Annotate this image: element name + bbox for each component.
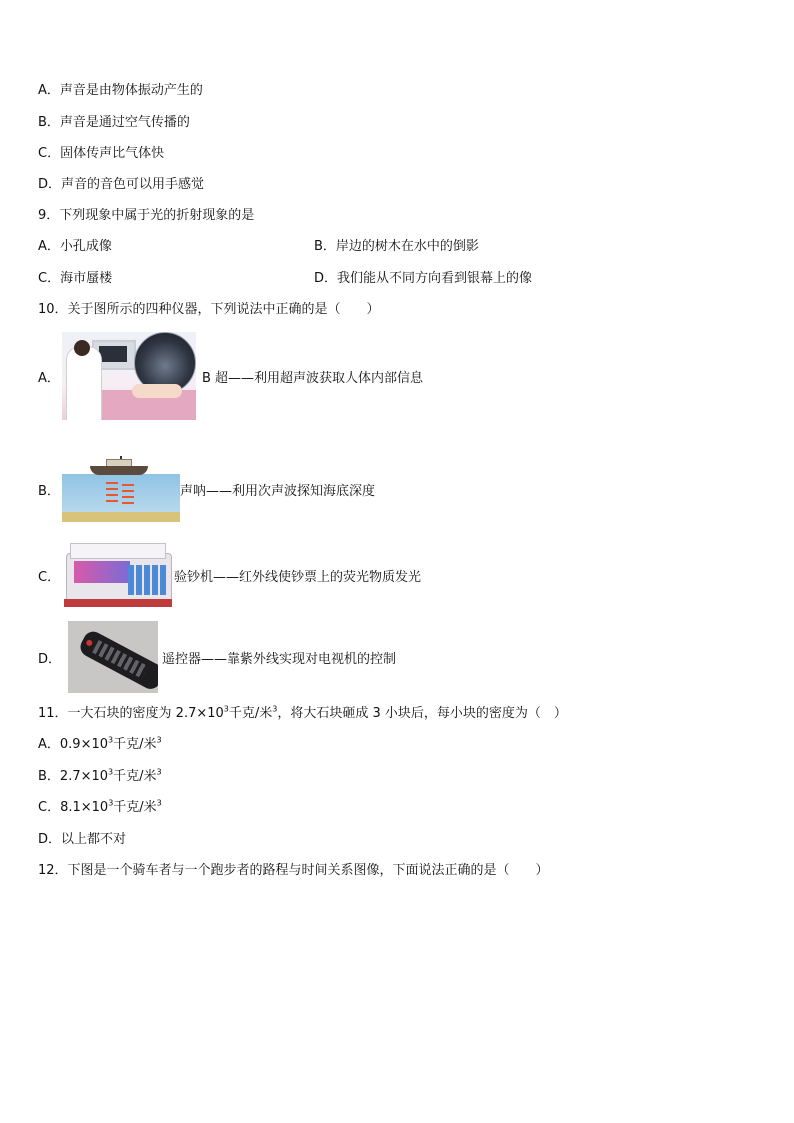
- q10-option-a: A． B 超——利用超声波获取人体内部信息: [38, 332, 423, 420]
- banknote-detector-image: [62, 541, 174, 609]
- q11-option-c: C．$8.1\times 10^3$千克/米$^3$: [38, 798, 162, 815]
- q8-option-d: D．声音的音色可以用手感觉: [38, 177, 205, 192]
- q10-option-d: D． 遥控器——靠紫外线实现对电视机的控制: [38, 621, 396, 693]
- q10-option-c: C． 验钞机——红外线使钞票上的荧光物质发光: [38, 541, 421, 609]
- q11-stem: 11．一大石块的密度为 $2.7\times 10^3$千克/米$^3$，将大石块砸成 3 小块后，每小块的密度为（ ）: [38, 704, 567, 721]
- q11-option-a: A．$0.9\times 10^3$千克/米$^3$: [38, 735, 162, 752]
- q8-option-b: B．声音是通过空气传播的: [38, 115, 190, 130]
- sonar-ship-image: [62, 456, 180, 522]
- remote-control-image: [68, 621, 158, 693]
- q11-option-d: D．以上都不对: [38, 832, 127, 847]
- q9-option-b: B．岸边的树木在水中的倒影: [314, 239, 479, 254]
- q10-option-b: B． 声呐——利用次声波探知海底深度: [38, 456, 375, 522]
- ultrasound-image: [62, 332, 196, 420]
- q11-option-b: B．$2.7\times 10^3$千克/米$^3$: [38, 767, 162, 784]
- q9-stem: 9．下列现象中属于光的折射现象的是: [38, 208, 255, 223]
- q9-option-d: D．我们能从不同方向看到银幕上的像: [314, 271, 533, 286]
- q10-stem: 10．关于图所示的四种仪器，下列说法中正确的是（ ）: [38, 302, 380, 317]
- q12-stem: 12．下图是一个骑车者与一个跑步者的路程与时间关系图像，下面说法正确的是（ ）: [38, 863, 549, 878]
- q8-option-c: C．固体传声比气体快: [38, 146, 165, 161]
- q9-option-a: A．小孔成像: [38, 239, 112, 254]
- q8-option-a: A．声音是由物体振动产生的: [38, 83, 203, 98]
- q9-option-c: C．海市蜃楼: [38, 271, 113, 286]
